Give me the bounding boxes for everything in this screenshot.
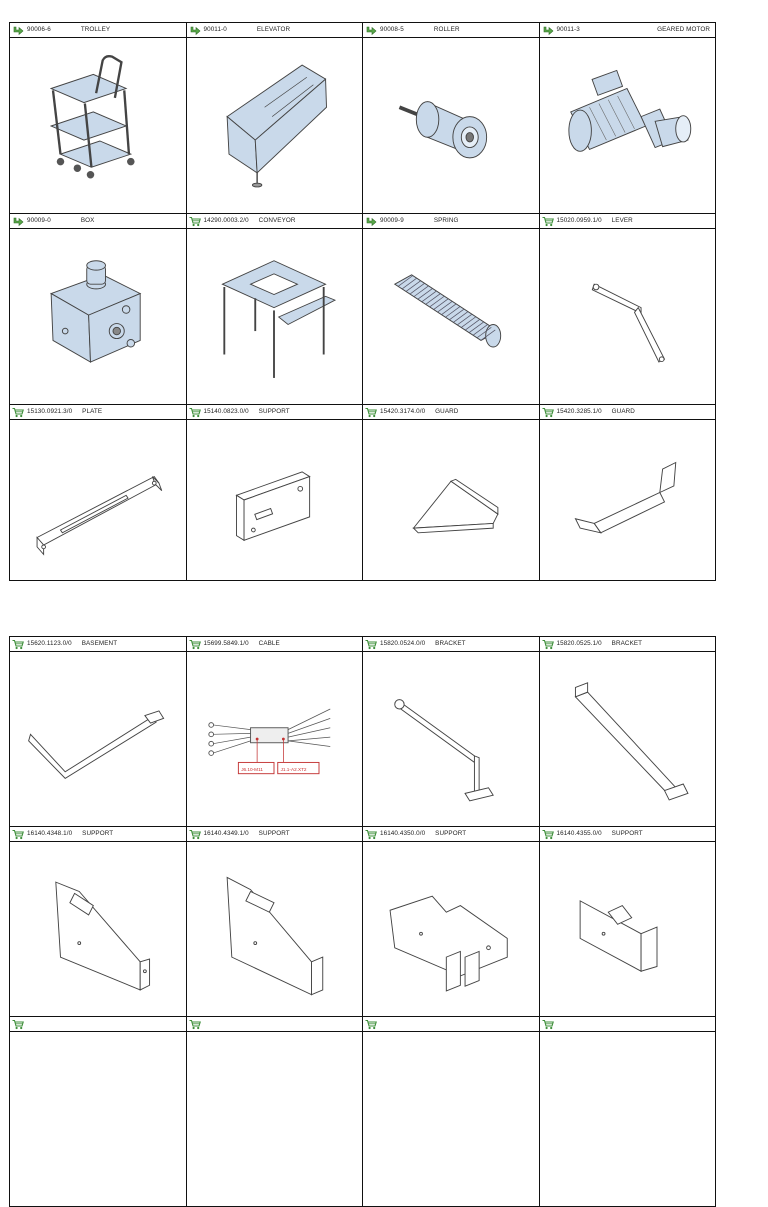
part-header — [540, 405, 716, 420]
plate-illustration — [10, 420, 186, 580]
empty-illustration — [187, 1032, 363, 1206]
part-code: 90009-0 — [27, 217, 51, 224]
part-cell — [363, 405, 540, 581]
part-header — [10, 827, 186, 842]
part-header — [10, 405, 186, 420]
conveyor-illustration — [187, 229, 363, 404]
cart-icon — [12, 829, 24, 840]
guard-b-drawing — [552, 425, 702, 575]
part-code: 90008-5 — [380, 26, 404, 33]
part-cell — [540, 1017, 717, 1207]
part-name: SUPPORT — [258, 830, 290, 837]
part-cell — [187, 23, 364, 214]
part-code: 15699.5849.1/0 — [203, 640, 249, 647]
part-name: CABLE — [258, 640, 280, 647]
box-illustration — [10, 229, 186, 404]
part-name: GEARED MOTOR — [657, 26, 710, 33]
cart-icon — [189, 639, 201, 650]
arrow-icon — [12, 25, 24, 36]
support-b-illustration — [187, 842, 363, 1016]
part-code: 15420.3174.0/0 — [380, 408, 426, 415]
plate-drawing — [23, 425, 173, 575]
cable-illustration — [187, 652, 363, 826]
basement-illustration — [10, 652, 186, 826]
lever-illustration — [540, 229, 716, 404]
part-header — [363, 827, 539, 842]
bracket-b-illustration — [540, 652, 716, 826]
basement-drawing — [23, 664, 173, 814]
arrow-icon — [542, 25, 554, 36]
part-name: BRACKET — [611, 640, 643, 647]
support-block-illustration — [187, 420, 363, 580]
parts-grid-top — [9, 22, 716, 581]
part-cell — [10, 405, 187, 581]
part-cell — [10, 1017, 187, 1207]
elevator-drawing — [199, 51, 349, 201]
part-cell — [10, 214, 187, 405]
part-header — [10, 637, 186, 652]
box-drawing — [23, 242, 173, 392]
part-header — [187, 214, 363, 229]
part-code: 90011-3 — [556, 26, 580, 33]
part-name: SUPPORT — [611, 830, 643, 837]
support-d-drawing — [552, 854, 702, 1004]
part-code: 90009-9 — [380, 217, 404, 224]
cart-icon — [189, 1019, 201, 1030]
part-name: SPRING — [433, 217, 459, 224]
part-header — [363, 23, 539, 38]
cart-icon — [365, 639, 377, 650]
trolley-drawing — [23, 51, 173, 201]
cart-icon — [12, 639, 24, 650]
cable-label-1: J6.10-M11 — [241, 766, 264, 772]
part-name: BASEMENT — [81, 640, 118, 647]
spring-illustration — [363, 229, 539, 404]
roller-drawing — [376, 51, 526, 201]
guard-b-illustration — [540, 420, 716, 580]
part-name: GUARD — [435, 408, 459, 415]
part-code: 16140.4355.0/0 — [556, 830, 602, 837]
part-cell — [363, 1017, 540, 1207]
support-block-drawing — [199, 425, 349, 575]
cart-icon — [365, 407, 377, 418]
roller-illustration — [363, 38, 539, 213]
part-header — [540, 23, 716, 38]
arrow-icon — [365, 25, 377, 36]
part-code: 15020.0959.1/0 — [556, 217, 602, 224]
cart-icon — [542, 407, 554, 418]
motor-drawing — [552, 51, 702, 201]
part-header — [540, 1017, 716, 1032]
part-code: 14290.0003.2/0 — [203, 217, 249, 224]
part-name: SUPPORT — [82, 830, 114, 837]
cart-icon — [365, 829, 377, 840]
part-name: SUPPORT — [258, 408, 290, 415]
part-code: 15420.3285.1/0 — [556, 408, 602, 415]
guard-a-illustration — [363, 420, 539, 580]
cable-drawing — [199, 664, 349, 814]
cart-icon — [189, 216, 201, 227]
part-cell — [540, 827, 717, 1017]
cart-icon — [189, 407, 201, 418]
part-name: TROLLEY — [80, 26, 111, 33]
part-header — [363, 405, 539, 420]
support-c-illustration — [363, 842, 539, 1016]
part-header — [540, 214, 716, 229]
support-a-illustration — [10, 842, 186, 1016]
part-name: BOX — [80, 217, 95, 224]
cart-icon — [12, 1019, 24, 1030]
part-header — [187, 827, 363, 842]
cart-icon — [12, 407, 24, 418]
arrow-icon — [12, 216, 24, 227]
part-header — [363, 637, 539, 652]
part-cell — [363, 23, 540, 214]
arrow-icon — [189, 25, 201, 36]
conveyor-drawing — [199, 242, 349, 392]
part-header — [540, 827, 716, 842]
elevator-illustration — [187, 38, 363, 213]
arrow-icon — [365, 216, 377, 227]
part-header — [187, 405, 363, 420]
part-cell — [540, 405, 717, 581]
part-cell — [363, 637, 540, 827]
part-header — [10, 214, 186, 229]
part-code: 15620.1123.0/0 — [27, 640, 72, 647]
cart-icon — [365, 1019, 377, 1030]
part-cell — [10, 637, 187, 827]
bracket-b-drawing — [552, 664, 702, 814]
part-cell — [187, 214, 364, 405]
part-name: BRACKET — [435, 640, 466, 647]
part-code: 90011-0 — [203, 26, 227, 33]
part-header — [363, 1017, 539, 1032]
part-header — [363, 214, 539, 229]
cart-icon — [542, 1019, 554, 1030]
part-cell — [10, 827, 187, 1017]
part-cell — [540, 23, 717, 214]
support-a-drawing — [23, 854, 173, 1004]
part-header — [187, 23, 363, 38]
support-b-drawing — [199, 854, 349, 1004]
lever-drawing — [552, 242, 702, 392]
part-header — [540, 637, 716, 652]
part-code: 16140.4349.1/0 — [203, 830, 249, 837]
guard-a-drawing — [376, 425, 526, 575]
cart-icon — [542, 216, 554, 227]
part-cell — [187, 1017, 364, 1207]
part-cell — [10, 23, 187, 214]
cart-icon — [542, 639, 554, 650]
part-cell — [363, 214, 540, 405]
part-name: ELEVATOR — [256, 26, 291, 33]
parts-grid-bottom — [9, 636, 716, 1207]
part-cell — [363, 827, 540, 1017]
part-header — [187, 637, 363, 652]
part-code: 90006-6 — [27, 26, 51, 33]
spring-drawing — [376, 242, 526, 392]
part-name: SUPPORT — [435, 830, 467, 837]
motor-illustration — [540, 38, 716, 213]
part-cell — [540, 637, 717, 827]
support-c-drawing — [376, 854, 526, 1004]
part-header — [187, 1017, 363, 1032]
part-name: PLATE — [82, 408, 103, 415]
empty-illustration — [10, 1032, 186, 1206]
support-d-illustration — [540, 842, 716, 1016]
cart-icon — [542, 829, 554, 840]
part-header — [10, 23, 186, 38]
part-code: 15130.0921.3/0 — [27, 408, 73, 415]
part-name: GUARD — [611, 408, 635, 415]
part-cell — [187, 637, 364, 827]
part-code: 15820.0525.1/0 — [556, 640, 602, 647]
part-code: 15820.0524.0/0 — [380, 640, 426, 647]
part-name: ROLLER — [433, 26, 460, 33]
cart-icon — [189, 829, 201, 840]
part-code: 15140.0823.0/0 — [203, 408, 249, 415]
part-cell — [540, 214, 717, 405]
part-cell — [187, 827, 364, 1017]
part-code: 16140.4350.0/0 — [380, 830, 426, 837]
part-name: LEVER — [611, 217, 633, 224]
bracket-a-illustration — [363, 652, 539, 826]
part-code: 16140.4348.1/0 — [27, 830, 73, 837]
cable-label-2: J1.1-A2.XT2 — [280, 766, 307, 772]
bracket-a-drawing — [376, 664, 526, 814]
part-cell — [187, 405, 364, 581]
empty-illustration — [540, 1032, 716, 1206]
part-header — [10, 1017, 186, 1032]
empty-illustration — [363, 1032, 539, 1206]
trolley-illustration — [10, 38, 186, 213]
part-name: CONVEYOR — [258, 217, 296, 224]
